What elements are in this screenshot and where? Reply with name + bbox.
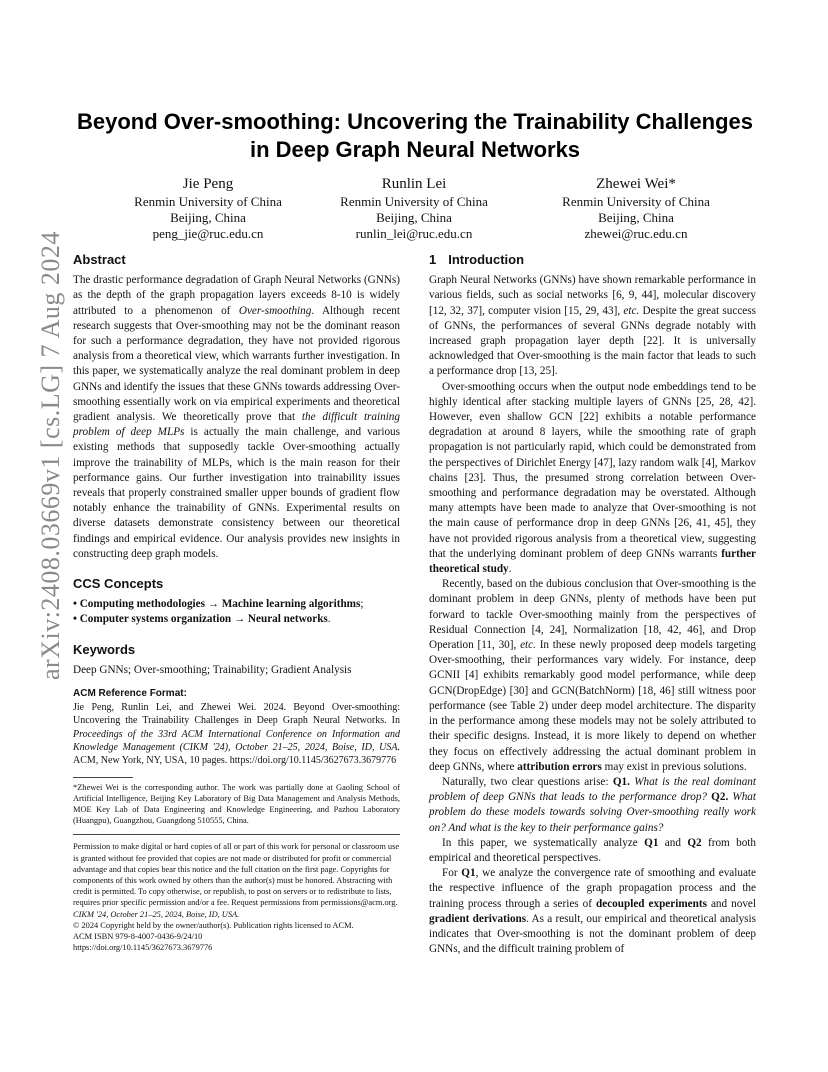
keywords-heading: Keywords [73, 641, 136, 657]
author-name: Zhewei Wei* [596, 176, 676, 192]
author-name: Jie Peng [182, 176, 234, 192]
reference-format-text: Jie Peng, Runlin Lei, and Zhewei Wei. 2024. Beyond Over-smoothing: Uncovering the Trainability Challenges in Deep Graph Neural Networks. In Proceedings of the 33rd ACM International Conference on Information and Knowledge Management (CIKM '24), October 21–25, 2024, Boise, ID, USA. ACM, New York, NY, USA, 10 pages. https://doi.org/10.1145/3627673.3679776 [73, 702, 400, 767]
author-location: Beijing, China [170, 210, 246, 225]
intro-paragraph: Recently, based on the dubious conclusion that Over-smoothing is the dominant problem in deep GNNs, plenty of methods have been put forward to tackle Over-smoothing mainly from the perspectives of Residual Connection [4, 24], Normalization [18, 42, 46], and Drop Operation [11, 30], etc. In these newly proposed deep models targeting Over-smoothing, their performances vary widely. For instance, deep GCNII [4] exhibits remarkably good model performance, while deep GCN(DropEdge) [30] and GCN(BatchNorm) [18, 46] still witness poor performance (see Table 2) under deep model architecture. The disparity in the performance among these models may not be solely attributed to their specific designs. Instead, it is more likely to depend on whether they focus on effectively addressing the actual dominant problem in deep GNNs, where attribution errors may exist in previous solutions. [429, 578, 757, 773]
footnote: *Zhewei Wei is the corresponding author. The work was partially done at Gaoling School of Artificial Intelligence, Beijing Key Laboratory of Big Data Management and Analysis Methods, MOE Key Lab of Data Engineering and Knowledge Engineering, and Pazhou Laboratory (Huangpu), Guangzhou, Guangdong 510555, China. [73, 783, 400, 826]
permission-text: Permission to make digital or hard copies of all or part of this work for personal or classroom use is granted without fee provided that copies are not made or distributed for profit or commercial advantage and that copies bear this notice and the full citation on the first page. Copyrights for components of this work owned by others than the author(s) must be honored. Abstracting with credit is permitted. To copy otherwise, or republish, to post on servers or to redistribute to lists, requires prior specific permission and/or a fee. Request permissions from permissions@acm.org. [73, 842, 400, 908]
permission-divider [73, 834, 400, 835]
reference-format-heading: ACM Reference Format: [73, 688, 187, 700]
abstract-text: The drastic performance degradation of Graph Neural Networks (GNNs) as the depth of the graph propagation layers exceeds 8-10 is widely attributed to a phenomenon of Over-smoothing. Although recent research suggests that Over-smoothing may not be the dominant reason for such a performance degradation, they have not provided rigorous analysis from a theoretical view, which warrants further investigation. In this paper, we systematically analyze the real dominant problem in deep GNNs and identify the issues that these GNNs towards addressing Over-smoothing essentially work on via empirical experiments and theoretical gradient analysis. We theoretically prove that the difficult training problem of deep MLPs is actually the main challenge, and various existing methods that supposedly tackle Over-smoothing actually improve the trainability of MLPs, which is the main reason for their performance gains. Our further investigation into trainability issues reveals that properly constrained smaller upper bounds of gradient flow notably enhance the trainability of GNNs. Experimental results on diverse datasets demonstrate consistency between our theoretical findings and empirical evidence. Our analysis provides new insights in constructing deep graph models. [73, 274, 401, 560]
author-name: Runlin Lei [381, 176, 447, 192]
conference-line: CIKM '24, October 21–25, 2024, Boise, ID, USA. [73, 909, 240, 919]
author-affiliation: Renmin University of China [562, 194, 710, 209]
footnote-divider [73, 777, 133, 778]
keywords-text: Deep GNNs; Over-smoothing; Trainability; Gradient Analysis [73, 663, 352, 676]
copyright-line: © 2024 Copyright held by the owner/author(s). Publication rights licensed to ACM. [73, 920, 354, 930]
author-block-1 [98, 174, 318, 242]
author-email: zhewei@ruc.edu.cn [584, 226, 688, 241]
author-email: peng_jie@ruc.edu.cn [152, 226, 264, 241]
left-column [73, 252, 400, 953]
permission-block [73, 841, 400, 953]
intro-paragraph: Naturally, two clear questions arise: Q1. What is the real dominant problem of deep GNNs that leads to the performance drop? Q2. What problem do these models towards solving Over-smoothing really work on? And what is the key to their performance gains? [429, 775, 756, 834]
arxiv-identifier: arXiv:2408.03669v1 [cs.LG] 7 Aug 2024 [36, 231, 65, 680]
title-line-2: in Deep Graph Neural Networks [249, 137, 581, 162]
isbn-line: ACM ISBN 979-8-4007-0436-9/24/10 [73, 931, 203, 941]
ccs-item: • Computing methodologies → Machine learning algorithms; [73, 598, 364, 611]
ccs-item: • Computer systems organization → Neural networks. [73, 613, 331, 626]
ccs-heading: CCS Concepts [73, 576, 164, 592]
author-affiliation: Renmin University of China [134, 194, 282, 209]
author-location: Beijing, China [598, 210, 674, 225]
author-email: runlin_lei@ruc.edu.cn [355, 226, 473, 241]
paper-title [60, 108, 770, 164]
intro-paragraph: Over-smoothing occurs when the output node embeddings tend to be highly identical after stacking multiple layers of GNNs [25, 28, 42]. However, even shallow GCN [22] exhibits a notable performance degradation at around 8 layers, while the smoothing rate of graph propagation is not particularly rapid, which could be demonstrated from the perspectives of Dirichlet Energy [47], lazy random walk [4], Markov chains [23]. Thus, the presumed strong correlation between Over-smoothing and performance degradation may be overstated. Although many attempts have been made to analyze that Over-smoothing is not the main cause of performance drop in deep GNNs [26, 41, 45], they have not provided rigorous analysis from a theoretical view, suggesting that the underlying dominant problem of deep GNNs warrants further theoretical study. [429, 380, 756, 576]
right-column [429, 252, 756, 957]
author-affiliation: Renmin University of China [340, 194, 488, 209]
author-location: Beijing, China [376, 210, 452, 225]
author-block-3 [526, 174, 746, 242]
introduction-heading: 1 Introduction [429, 252, 525, 267]
intro-paragraph: In this paper, we systematically analyze Q1 and Q2 from both empirical and theoretical perspectives. [429, 836, 757, 864]
title-line-1: Beyond Over-smoothing: Uncovering the Trainability Challenges [77, 109, 753, 134]
intro-paragraph: Graph Neural Networks (GNNs) have shown remarkable performance in various fields, such as social networks [6, 9, 44], molecular discovery [12, 32, 37], computer vision [15, 29, 43], etc. Despite the great success of GNNs, the performances of several GNNs degrade notably with increased graph propagation layer depth [22]. It is universally acknowledged that Over-smoothing is the main factor that leads to such a performance drop [13, 25]. [429, 274, 756, 378]
abstract-heading: Abstract [73, 252, 126, 267]
author-block-2 [304, 174, 524, 242]
doi-line: https://doi.org/10.1145/3627673.3679776 [73, 943, 213, 953]
intro-paragraph: For Q1, we analyze the convergence rate of smoothing and evaluate the respective influence of the graph propagation process and the training process through a series of decoupled experiments and novel gradient derivations. As a result, our empirical and theoretical analysis indicates that Over-smoothing is not the dominant problem of deep GNNs, and the difficult training problem of [429, 867, 757, 956]
